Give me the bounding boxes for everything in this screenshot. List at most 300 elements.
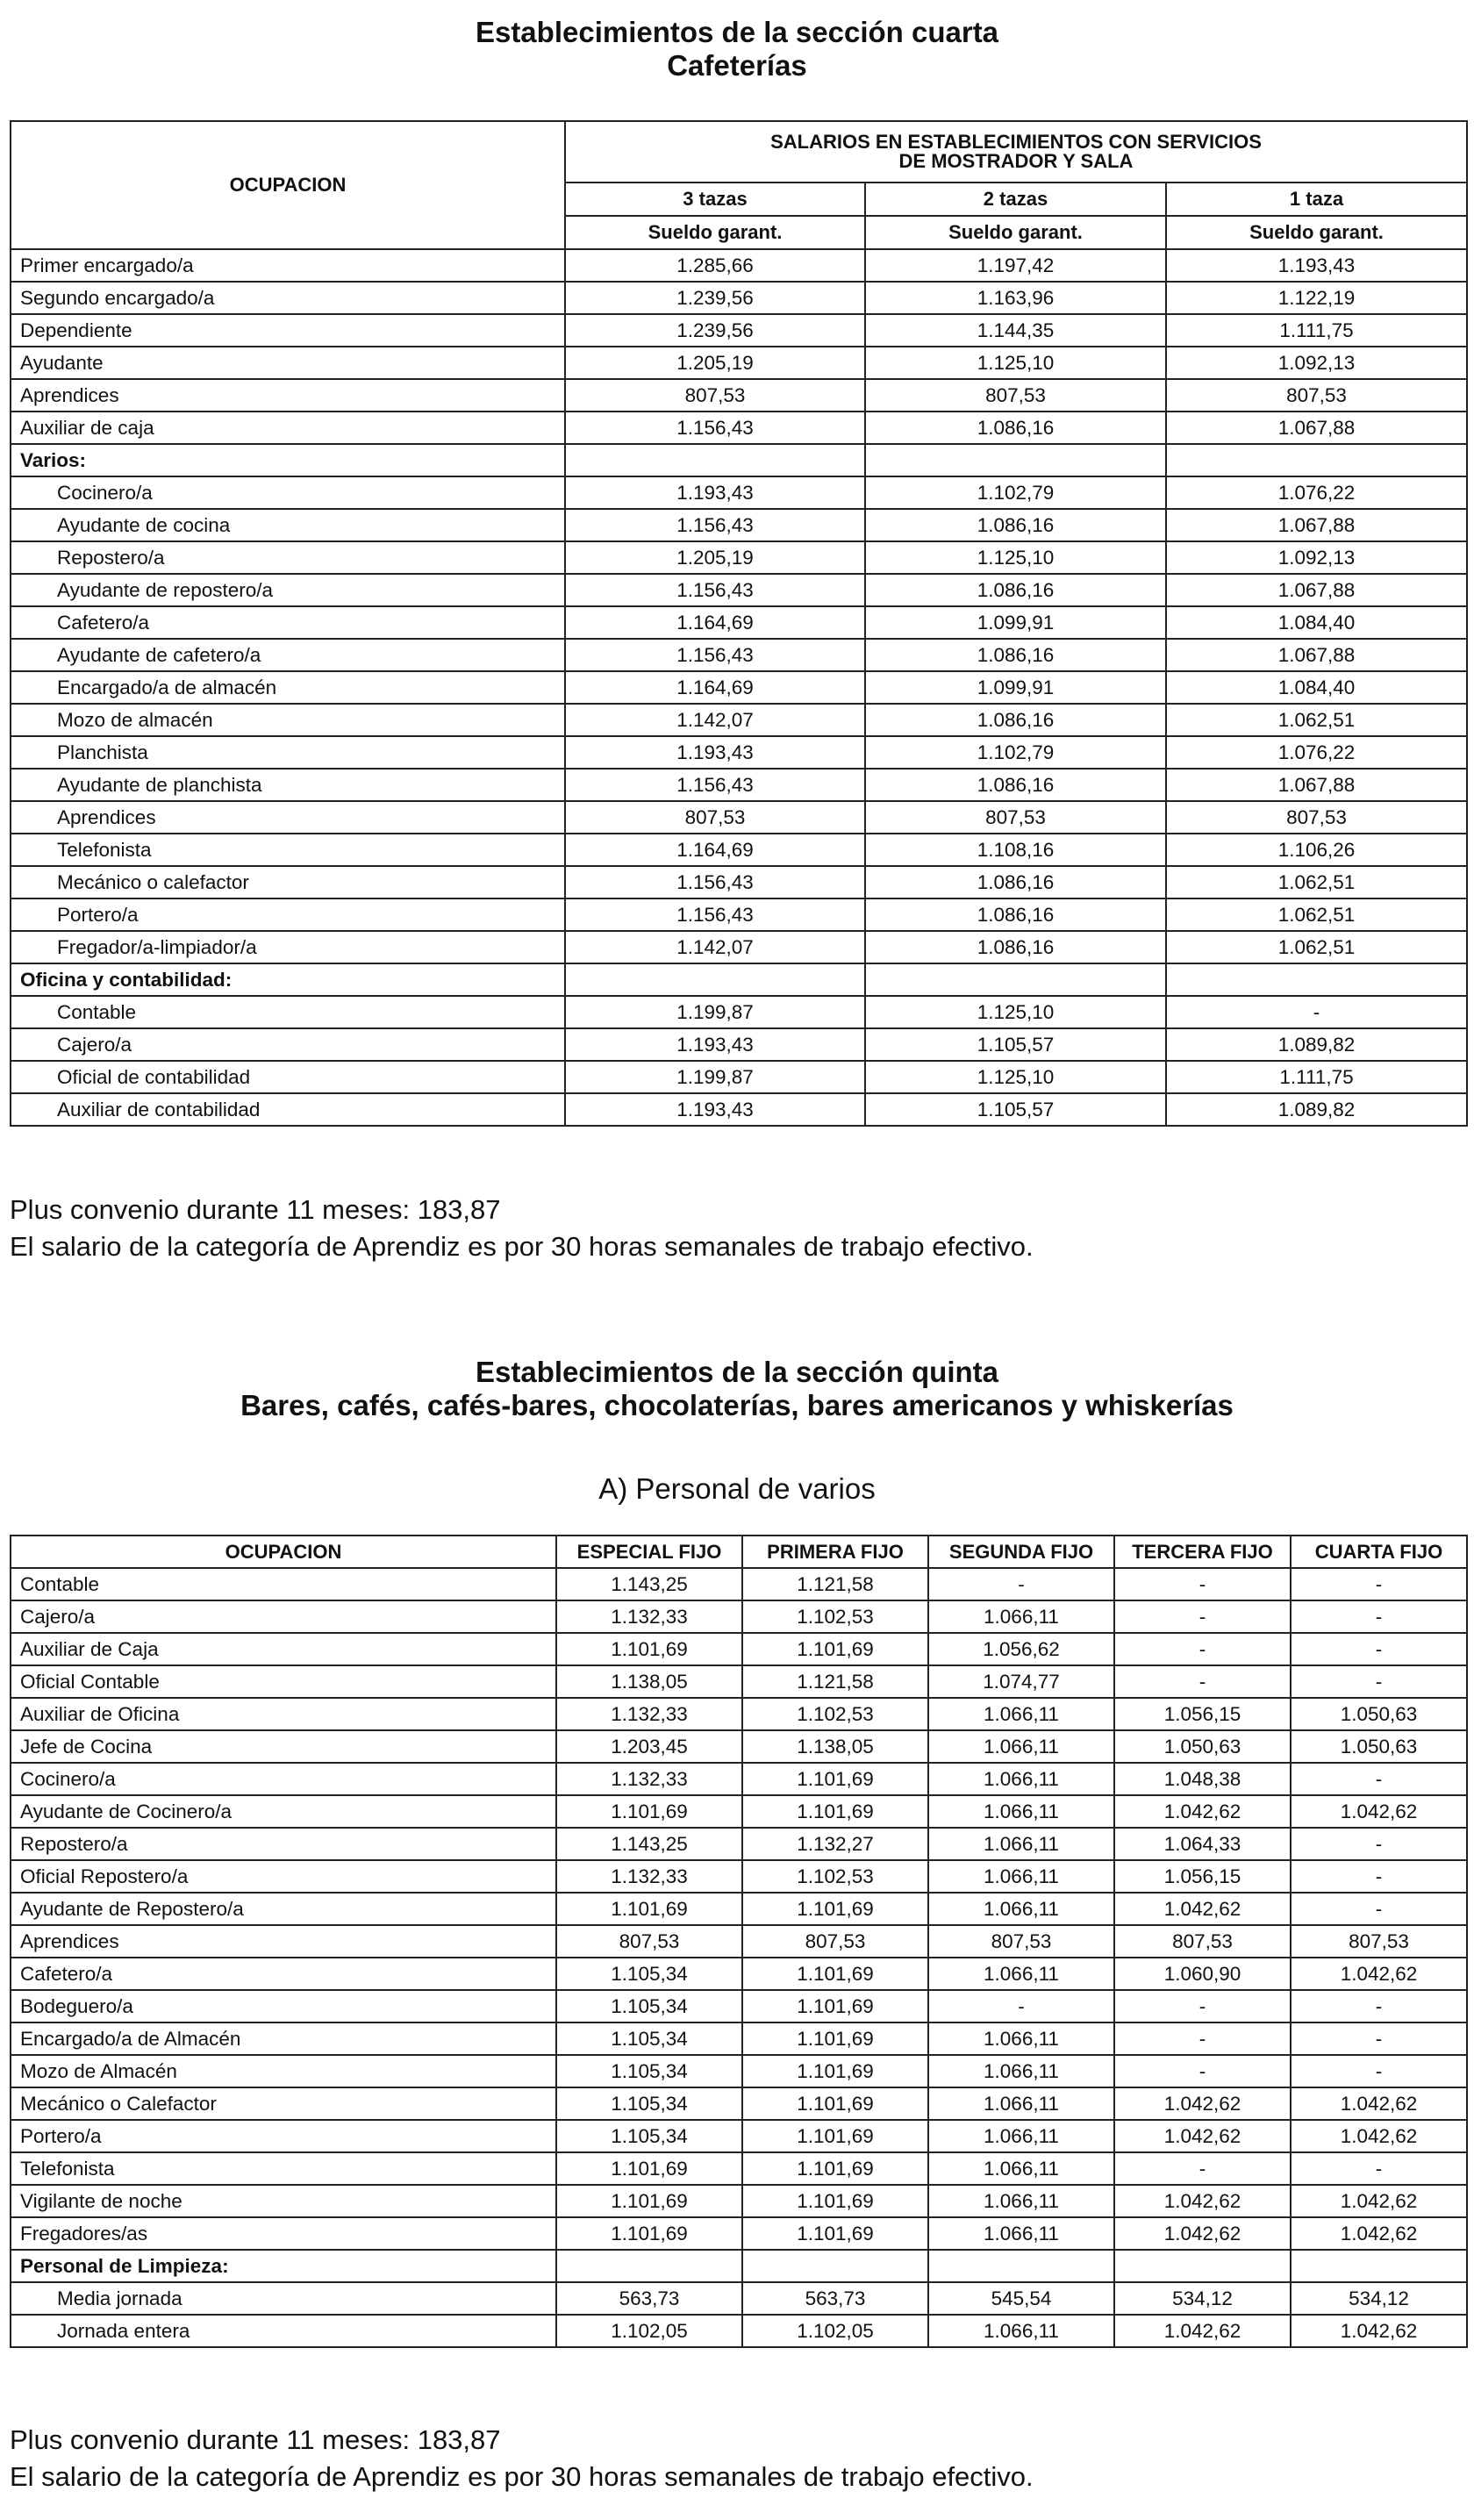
group-label-cell: Personal de Limpieza: [11,2250,556,2282]
t1-value-cell: 1.105,57 [865,1093,1166,1126]
t1-value-cell [565,444,865,476]
section4-title-line2: Cafeterías [667,49,807,82]
section4-note-aprendiz: El salario de la categoría de Aprendiz es por 30 horas semanales de trabajo efectivo. [10,1231,1034,1262]
t1-header-col-3: 1 taza [1166,183,1467,216]
t2-value-cell: - [1114,2022,1291,2055]
t1-value-cell: 1.164,69 [565,606,865,639]
t1-value-cell [1166,963,1467,996]
t1-subheader-col-1: Sueldo garant. [565,216,865,249]
table-row [11,1730,1467,1763]
table-row [11,639,1467,671]
table-row [11,2250,1467,2282]
occupation-cell: Dependiente [11,314,565,347]
t1-value-cell: 1.067,88 [1166,769,1467,801]
t2-value-cell: 1.042,62 [1291,2087,1467,2120]
occupation-cell: Mozo de almacén [11,704,565,736]
table-row [11,2022,1467,2055]
occupation-cell: Bodeguero/a [11,1990,556,2022]
t2-value-cell: 1.143,25 [556,1828,742,1860]
t2-value-cell: 1.042,62 [1114,2120,1291,2152]
t1-body [11,249,1467,1126]
table-row [11,801,1467,834]
t1-value-cell: 807,53 [565,379,865,412]
t1-value-cell: 807,53 [1166,379,1467,412]
section4-title [0,16,1474,82]
section5-note-aprendiz: El salario de la categoría de Aprendiz es por 30 horas semanales de trabajo efectivo. [10,2461,1034,2492]
t2-value-cell: - [1291,1763,1467,1795]
t1-value-cell: 1.062,51 [1166,866,1467,898]
t1-header-col-1: 3 tazas [565,183,865,216]
t2-value-cell: 1.042,62 [1291,2185,1467,2217]
table-row [11,541,1467,574]
t2-value-cell: - [928,1568,1114,1600]
table-row [11,1958,1467,1990]
t2-value-cell: 1.042,62 [1114,1795,1291,1828]
t2-value-cell: 1.066,11 [928,1795,1114,1828]
t1-value-cell: 1.092,13 [1166,541,1467,574]
t2-value-cell: 1.056,15 [1114,1860,1291,1893]
t1-value-cell: 1.106,26 [1166,834,1467,866]
t1-value-cell: 1.086,16 [865,509,1166,541]
section5-title-line2: Bares, cafés, cafés-bares, chocolaterías, bares americanos y whiskerías [240,1389,1234,1421]
occupation-cell: Media jornada [11,2282,556,2315]
t1-value-cell: 1.076,22 [1166,476,1467,509]
t2-value-cell: 1.101,69 [556,1795,742,1828]
t2-value-cell: 1.042,62 [1291,1795,1467,1828]
table-row [11,2055,1467,2087]
table-row [11,412,1467,444]
t2-value-cell: - [1291,2152,1467,2185]
t1-value-cell: 1.089,82 [1166,1028,1467,1061]
t1-value-cell: 1.193,43 [565,1093,865,1126]
occupation-cell: Telefonista [11,834,565,866]
t2-value-cell: 1.132,27 [742,1828,928,1860]
t2-value-cell: 1.066,11 [928,1600,1114,1633]
t1-value-cell: 1.239,56 [565,282,865,314]
table-row [11,996,1467,1028]
t1-value-cell: 1.199,87 [565,996,865,1028]
t2-value-cell: - [1114,2055,1291,2087]
t2-value-cell: 1.101,69 [742,2055,928,2087]
t1-value-cell: 1.099,91 [865,671,1166,704]
t2-value-cell: 1.105,34 [556,2120,742,2152]
t1-value-cell: 807,53 [865,801,1166,834]
occupation-cell: Cajero/a [11,1028,565,1061]
occupation-cell: Ayudante de repostero/a [11,574,565,606]
t2-value-cell: 1.066,11 [928,2315,1114,2347]
occupation-cell: Cafetero/a [11,606,565,639]
t2-value-cell: - [1291,1893,1467,1925]
t1-value-cell: 1.089,82 [1166,1093,1467,1126]
t1-value-cell: 1.086,16 [865,931,1166,963]
t2-value-cell [1114,2250,1291,2282]
occupation-cell: Ayudante de Repostero/a [11,1893,556,1925]
t2-value-cell: 1.143,25 [556,1568,742,1600]
occupation-cell: Ayudante de planchista [11,769,565,801]
occupation-cell: Repostero/a [11,541,565,574]
t2-value-cell: 1.138,05 [742,1730,928,1763]
section5-title-line1: Establecimientos de la sección quinta [475,1356,998,1388]
t1-value-cell: 1.086,16 [865,769,1166,801]
t2-value-cell: 1.066,11 [928,1828,1114,1860]
t2-body [11,1568,1467,2347]
t2-value-cell: 1.101,69 [556,2152,742,2185]
t1-value-cell: 1.067,88 [1166,574,1467,606]
t2-value-cell: 1.102,53 [742,1600,928,1633]
t2-value-cell: 807,53 [1291,1925,1467,1958]
t2-value-cell: 1.066,11 [928,1958,1114,1990]
t1-value-cell [865,444,1166,476]
t1-value-cell: 1.163,96 [865,282,1166,314]
t2-value-cell: - [1291,2055,1467,2087]
table-row [11,1828,1467,1860]
t1-value-cell: 1.086,16 [865,866,1166,898]
t1-value-cell: 1.156,43 [565,412,865,444]
t2-value-cell: 1.066,11 [928,1698,1114,1730]
occupation-cell: Jefe de Cocina [11,1730,556,1763]
section5-subtitle: A) Personal de varios [598,1472,876,1505]
t1-value-cell: 1.205,19 [565,541,865,574]
section4-notes [10,1192,1034,1265]
table-row [11,574,1467,606]
t2-value-cell: 1.066,11 [928,1893,1114,1925]
t2-value-cell: 1.101,69 [742,1795,928,1828]
t1-value-cell: 1.102,79 [865,476,1166,509]
t1-value-cell: 1.193,43 [1166,249,1467,282]
occupation-cell: Ayudante de Cocinero/a [11,1795,556,1828]
t1-value-cell: 1.193,43 [565,1028,865,1061]
occupation-cell: Oficial Repostero/a [11,1860,556,1893]
t2-value-cell: 1.066,11 [928,2022,1114,2055]
t2-value-cell: 1.132,33 [556,1698,742,1730]
t2-value-cell: 1.042,62 [1114,2217,1291,2250]
t2-value-cell: - [1114,1600,1291,1633]
t2-value-cell: 1.132,33 [556,1600,742,1633]
t2-value-cell: 1.138,05 [556,1665,742,1698]
t1-value-cell: 1.164,69 [565,834,865,866]
t1-value-cell: 1.076,22 [1166,736,1467,769]
t1-value-cell: 1.156,43 [565,509,865,541]
table-row [11,2185,1467,2217]
t2-value-cell: 1.101,69 [556,2217,742,2250]
t2-header-col-5: CUARTA FIJO [1291,1536,1467,1568]
t2-value-cell: 1.105,34 [556,2055,742,2087]
t1-value-cell: 807,53 [565,801,865,834]
t1-value-cell: 1.142,07 [565,704,865,736]
t2-value-cell: 1.102,53 [742,1860,928,1893]
t2-value-cell: 1.101,69 [742,1893,928,1925]
t2-value-cell: 1.042,62 [1291,2217,1467,2250]
occupation-cell: Cocinero/a [11,476,565,509]
occupation-cell: Auxiliar de Oficina [11,1698,556,1730]
table-row [11,1925,1467,1958]
t2-value-cell: 1.066,11 [928,2087,1114,2120]
table-row [11,1665,1467,1698]
t2-value-cell [928,2250,1114,2282]
group-label-cell: Varios: [11,444,565,476]
t2-value-cell: 1.132,33 [556,1763,742,1795]
t2-value-cell: - [1291,1665,1467,1698]
t2-value-cell: 1.066,11 [928,1730,1114,1763]
occupation-cell: Oficial de contabilidad [11,1061,565,1093]
t2-value-cell: 807,53 [928,1925,1114,1958]
occupation-cell: Oficial Contable [11,1665,556,1698]
occupation-cell: Auxiliar de caja [11,412,565,444]
table-row [11,282,1467,314]
t2-value-cell: 1.066,11 [928,2217,1114,2250]
table-row [11,2315,1467,2347]
occupation-cell: Mozo de Almacén [11,2055,556,2087]
t1-value-cell: 1.067,88 [1166,509,1467,541]
t2-value-cell: 1.066,11 [928,2055,1114,2087]
t2-value-cell: 1.066,11 [928,2185,1114,2217]
t1-value-cell: 1.193,43 [565,736,865,769]
t1-value-cell: 807,53 [1166,801,1467,834]
t1-value-cell: 1.062,51 [1166,898,1467,931]
table-row [11,476,1467,509]
t2-value-cell: 1.105,34 [556,1990,742,2022]
t1-value-cell: 1.062,51 [1166,931,1467,963]
table-row [11,1093,1467,1126]
table-row [11,1990,1467,2022]
t2-value-cell: 1.102,05 [742,2315,928,2347]
table-row [11,1860,1467,1893]
occupation-cell: Cocinero/a [11,1763,556,1795]
t2-value-cell: 1.042,62 [1291,1958,1467,1990]
occupation-cell: Contable [11,1568,556,1600]
section5-note-plus: Plus convenio durante 11 meses: 183,87 [10,2424,501,2455]
t1-value-cell: 1.164,69 [565,671,865,704]
t2-value-cell: - [1291,1600,1467,1633]
occupation-cell: Aprendices [11,1925,556,1958]
occupation-cell: Fregador/a-limpiador/a [11,931,565,963]
occupation-cell: Jornada entera [11,2315,556,2347]
t2-value-cell: 807,53 [556,1925,742,1958]
t2-value-cell: 1.060,90 [1114,1958,1291,1990]
t2-header-col-2: PRIMERA FIJO [742,1536,928,1568]
table-row [11,1795,1467,1828]
t1-value-cell [865,963,1166,996]
t1-value-cell [1166,444,1467,476]
t2-value-cell: 1.203,45 [556,1730,742,1763]
occupation-cell: Auxiliar de Caja [11,1633,556,1665]
t1-header-col-2: 2 tazas [865,183,1166,216]
t2-value-cell: 1.101,69 [742,1990,928,2022]
table-row [11,1633,1467,1665]
t1-value-cell: 1.205,19 [565,347,865,379]
table-row [11,898,1467,931]
occupation-cell: Encargado/a de Almacén [11,2022,556,2055]
t1-value-cell: 1.125,10 [865,541,1166,574]
t2-value-cell: - [1291,1990,1467,2022]
t2-value-cell: 1.105,34 [556,1958,742,1990]
t2-value-cell: 1.101,69 [742,2152,928,2185]
table-row [11,314,1467,347]
table-row [11,1763,1467,1795]
t1-value-cell: 1.193,43 [565,476,865,509]
t1-value-cell: 1.142,07 [565,931,865,963]
occupation-cell: Mecánico o Calefactor [11,2087,556,2120]
t1-value-cell: 1.156,43 [565,898,865,931]
table-row [11,1893,1467,1925]
t2-header-col-4: TERCERA FIJO [1114,1536,1291,1568]
t2-value-cell: 1.056,15 [1114,1698,1291,1730]
t2-value-cell: - [1291,2022,1467,2055]
section4-salary-table [10,120,1468,1127]
t2-value-cell: - [1114,1568,1291,1600]
t2-value-cell: 1.101,69 [742,2217,928,2250]
group-label-cell: Oficina y contabilidad: [11,963,565,996]
table-row [11,379,1467,412]
t2-value-cell: 1.101,69 [556,2185,742,2217]
t1-subheader-col-2: Sueldo garant. [865,216,1166,249]
t1-value-cell: 1.122,19 [1166,282,1467,314]
table-row [11,1061,1467,1093]
t2-value-cell: 1.042,62 [1291,2315,1467,2347]
t1-value-cell: 1.156,43 [565,769,865,801]
occupation-cell: Encargado/a de almacén [11,671,565,704]
occupation-cell: Segundo encargado/a [11,282,565,314]
occupation-cell: Aprendices [11,379,565,412]
t1-value-cell: 1.199,87 [565,1061,865,1093]
t1-value-cell: 1.144,35 [865,314,1166,347]
t1-header-group-line1: SALARIOS EN ESTABLECIMIENTOS CON SERVICIOS [770,130,1262,153]
t2-value-cell: 1.132,33 [556,1860,742,1893]
t2-value-cell: 1.102,05 [556,2315,742,2347]
t2-value-cell: 1.101,69 [556,1633,742,1665]
t2-value-cell: - [1291,1633,1467,1665]
occupation-cell: Ayudante [11,347,565,379]
t2-value-cell: 1.064,33 [1114,1828,1291,1860]
t1-value-cell: 1.092,13 [1166,347,1467,379]
occupation-cell: Cafetero/a [11,1958,556,1990]
t1-value-cell: 1.197,42 [865,249,1166,282]
t1-value-cell: - [1166,996,1467,1028]
t2-value-cell: 1.101,69 [742,2185,928,2217]
table-row [11,2282,1467,2315]
occupation-cell: Mecánico o calefactor [11,866,565,898]
t1-value-cell: 1.086,16 [865,412,1166,444]
t2-value-cell [742,2250,928,2282]
occupation-cell: Portero/a [11,898,565,931]
occupation-cell: Vigilante de noche [11,2185,556,2217]
t1-value-cell: 1.086,16 [865,898,1166,931]
t2-value-cell: 534,12 [1291,2282,1467,2315]
t2-value-cell: 534,12 [1114,2282,1291,2315]
t2-header-col-3: SEGUNDA FIJO [928,1536,1114,1568]
t1-value-cell: 1.156,43 [565,639,865,671]
t2-value-cell: 1.101,69 [556,1893,742,1925]
t2-value-cell: 1.101,69 [742,2120,928,2152]
table-row [11,606,1467,639]
t2-value-cell: - [1291,1828,1467,1860]
t1-value-cell: 1.062,51 [1166,704,1467,736]
t1-value-cell: 1.067,88 [1166,639,1467,671]
table-row [11,866,1467,898]
occupation-cell: Aprendices [11,801,565,834]
t2-value-cell: 1.066,11 [928,2152,1114,2185]
t1-value-cell: 1.102,79 [865,736,1166,769]
t2-header-occupation: OCUPACION [11,1536,556,1568]
t2-value-cell: - [1114,1990,1291,2022]
t1-value-cell: 1.285,66 [565,249,865,282]
t2-value-cell: 1.042,62 [1114,2185,1291,2217]
table-row [11,509,1467,541]
table-row [11,1568,1467,1600]
t2-value-cell: 1.101,69 [742,1763,928,1795]
t1-value-cell: 1.099,91 [865,606,1166,639]
table-row [11,2120,1467,2152]
t2-value-cell: 563,73 [742,2282,928,2315]
t2-value-cell: 1.101,69 [742,2087,928,2120]
t2-value-cell [556,2250,742,2282]
t2-value-cell: 1.101,69 [742,1958,928,1990]
t2-value-cell: 1.050,63 [1114,1730,1291,1763]
t2-value-cell: 545,54 [928,2282,1114,2315]
t1-value-cell: 1.111,75 [1166,1061,1467,1093]
occupation-cell: Planchista [11,736,565,769]
t2-value-cell: 1.042,62 [1114,2315,1291,2347]
t2-value-cell: 1.121,58 [742,1665,928,1698]
t2-value-cell: - [1114,2152,1291,2185]
t2-value-cell: 1.042,62 [1114,1893,1291,1925]
t2-value-cell: 1.050,63 [1291,1730,1467,1763]
occupation-cell: Portero/a [11,2120,556,2152]
table-row [11,834,1467,866]
section5-title [0,1356,1474,1422]
t1-header-occupation: OCUPACION [11,121,565,249]
occupation-cell: Ayudante de cocina [11,509,565,541]
t1-header-group-line2: DE MOSTRADOR Y SALA [898,149,1134,172]
occupation-cell: Cajero/a [11,1600,556,1633]
t2-value-cell: 1.066,11 [928,1860,1114,1893]
t1-value-cell: 807,53 [865,379,1166,412]
occupation-cell: Repostero/a [11,1828,556,1860]
t2-value-cell: 563,73 [556,2282,742,2315]
t2-value-cell: 1.066,11 [928,1763,1114,1795]
t1-value-cell: 1.125,10 [865,996,1166,1028]
table-row [11,1028,1467,1061]
t2-value-cell: - [928,1990,1114,2022]
occupation-cell: Contable [11,996,565,1028]
t2-value-cell: 1.056,62 [928,1633,1114,1665]
t1-value-cell: 1.111,75 [1166,314,1467,347]
t2-value-cell: 1.101,69 [742,2022,928,2055]
t1-value-cell: 1.125,10 [865,347,1166,379]
table-row [11,2152,1467,2185]
t2-value-cell: 1.066,11 [928,2120,1114,2152]
occupation-cell: Fregadores/as [11,2217,556,2250]
t2-value-cell: 1.074,77 [928,1665,1114,1698]
section5-notes [10,2422,1034,2495]
t2-value-cell: - [1114,1665,1291,1698]
section4-title-line1: Establecimientos de la sección cuarta [475,16,999,48]
table-row [11,769,1467,801]
t1-value-cell: 1.084,40 [1166,606,1467,639]
table-row [11,1698,1467,1730]
table-row [11,1600,1467,1633]
t1-header-group [565,121,1467,183]
occupation-cell: Ayudante de cafetero/a [11,639,565,671]
t1-value-cell: 1.156,43 [565,866,865,898]
table-row [11,704,1467,736]
occupation-cell: Auxiliar de contabilidad [11,1093,565,1126]
t2-value-cell: 807,53 [742,1925,928,1958]
table-row [11,736,1467,769]
t2-value-cell: 1.050,63 [1291,1698,1467,1730]
table-row [11,2217,1467,2250]
t1-subheader-col-3: Sueldo garant. [1166,216,1467,249]
